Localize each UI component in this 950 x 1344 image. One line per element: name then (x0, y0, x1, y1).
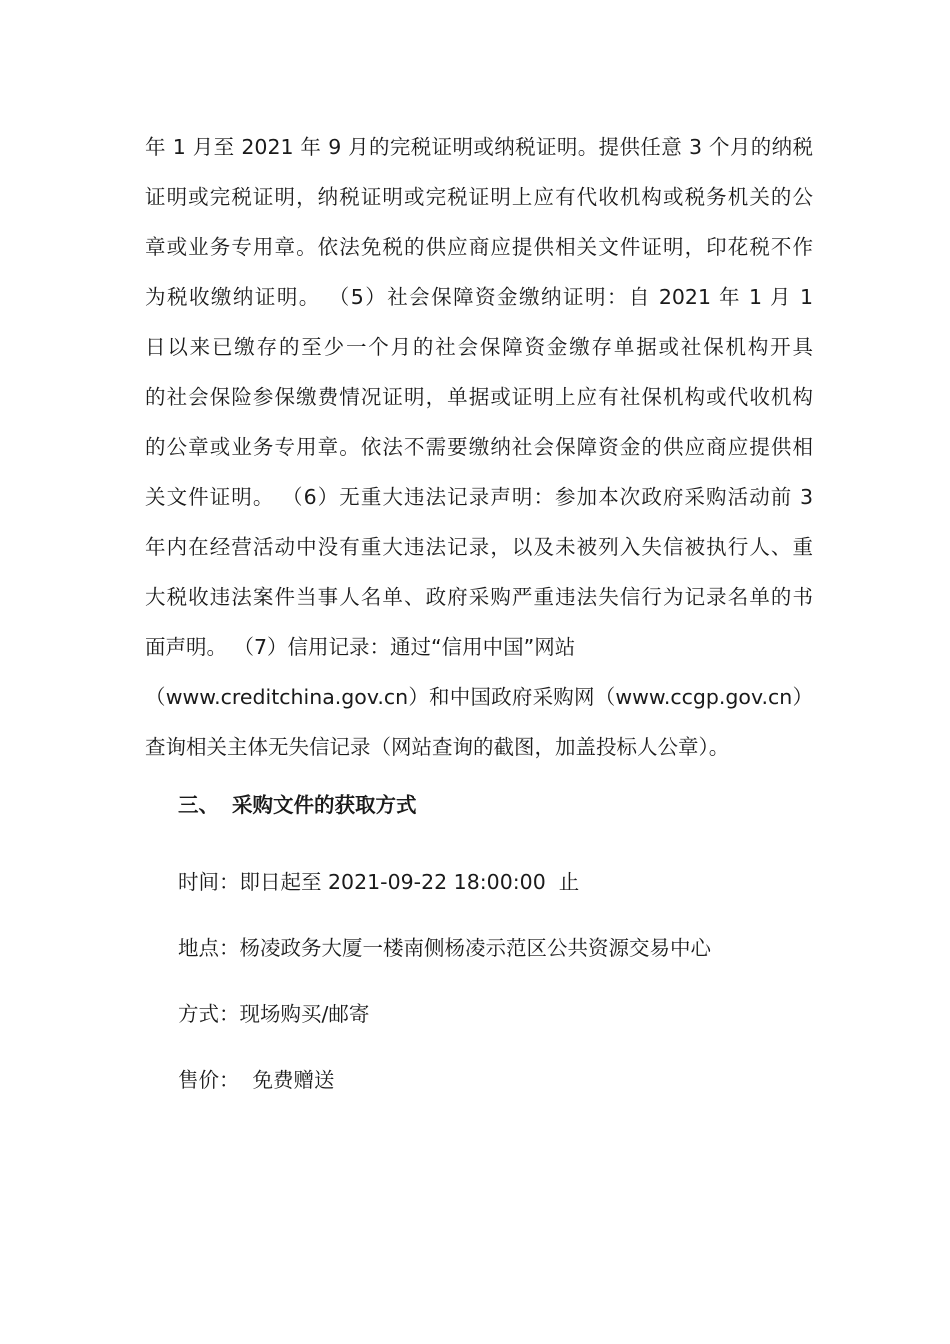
paragraph-line: 的公章或业务专用章。依法不需要缴纳社会保障资金的供应商应提供相 (145, 435, 813, 459)
paragraph-line: 的社会保险参保缴费情况证明，单据或证明上应有社保机构或代收机构 (145, 385, 813, 409)
paragraph-line: 为税收缴纳证明。 （5）社会保障资金缴纳证明：自 2021 年 1 月 1 (145, 285, 813, 309)
section-heading (178, 783, 818, 827)
section-number: 三、 (178, 793, 219, 817)
requirements-paragraph (145, 122, 813, 772)
paragraph-line: 面声明。 （7）信用记录：通过“信用中国”网站 (145, 635, 576, 659)
procurement-docs-section (178, 783, 818, 1113)
paragraph-line: 章或业务专用章。依法免税的供应商应提供相关文件证明，印花税不作 (145, 235, 813, 259)
method-item: 方式：现场购买/邮寄 (178, 1002, 370, 1026)
paragraph-line: 日以来已缴存的至少一个月的社会保障资金缴存单据或社保机构开具 (145, 335, 813, 359)
paragraph-line: 年 1 月至 2021 年 9 月的完税证明或纳税证明。提供任意 3 个月的纳税 (145, 135, 813, 159)
time-item: 时间：即日起至 2021-09-22 18:00:00 止 (178, 870, 580, 894)
section-title: 采购文件的获取方式 (232, 793, 417, 817)
paragraph-line: 年内在经营活动中没有重大违法记录，以及未被列入失信被执行人、重 (145, 535, 813, 559)
paragraph-line: 证明或完税证明，纳税证明或完税证明上应有代收机构或税务机关的公 (145, 185, 813, 209)
paragraph-line: 查询相关主体无失信记录（网站查询的截图，加盖投标人公章）。 (145, 735, 730, 759)
location-item: 地点：杨凌政务大厦一楼南侧杨凌示范区公共资源交易中心 (178, 936, 711, 960)
paragraph-line: 大税收违法案件当事人名单、政府采购严重违法失信行为记录名单的书 (145, 585, 813, 609)
price-item: 售价： 免费赠送 (178, 1068, 335, 1092)
paragraph-line: （www.creditchina.gov.cn）和中国政府采购网（www.ccgp.gov.cn） (145, 685, 813, 709)
paragraph-line: 关文件证明。 （6）无重大违法记录声明：参加本次政府采购活动前 3 (145, 485, 813, 509)
